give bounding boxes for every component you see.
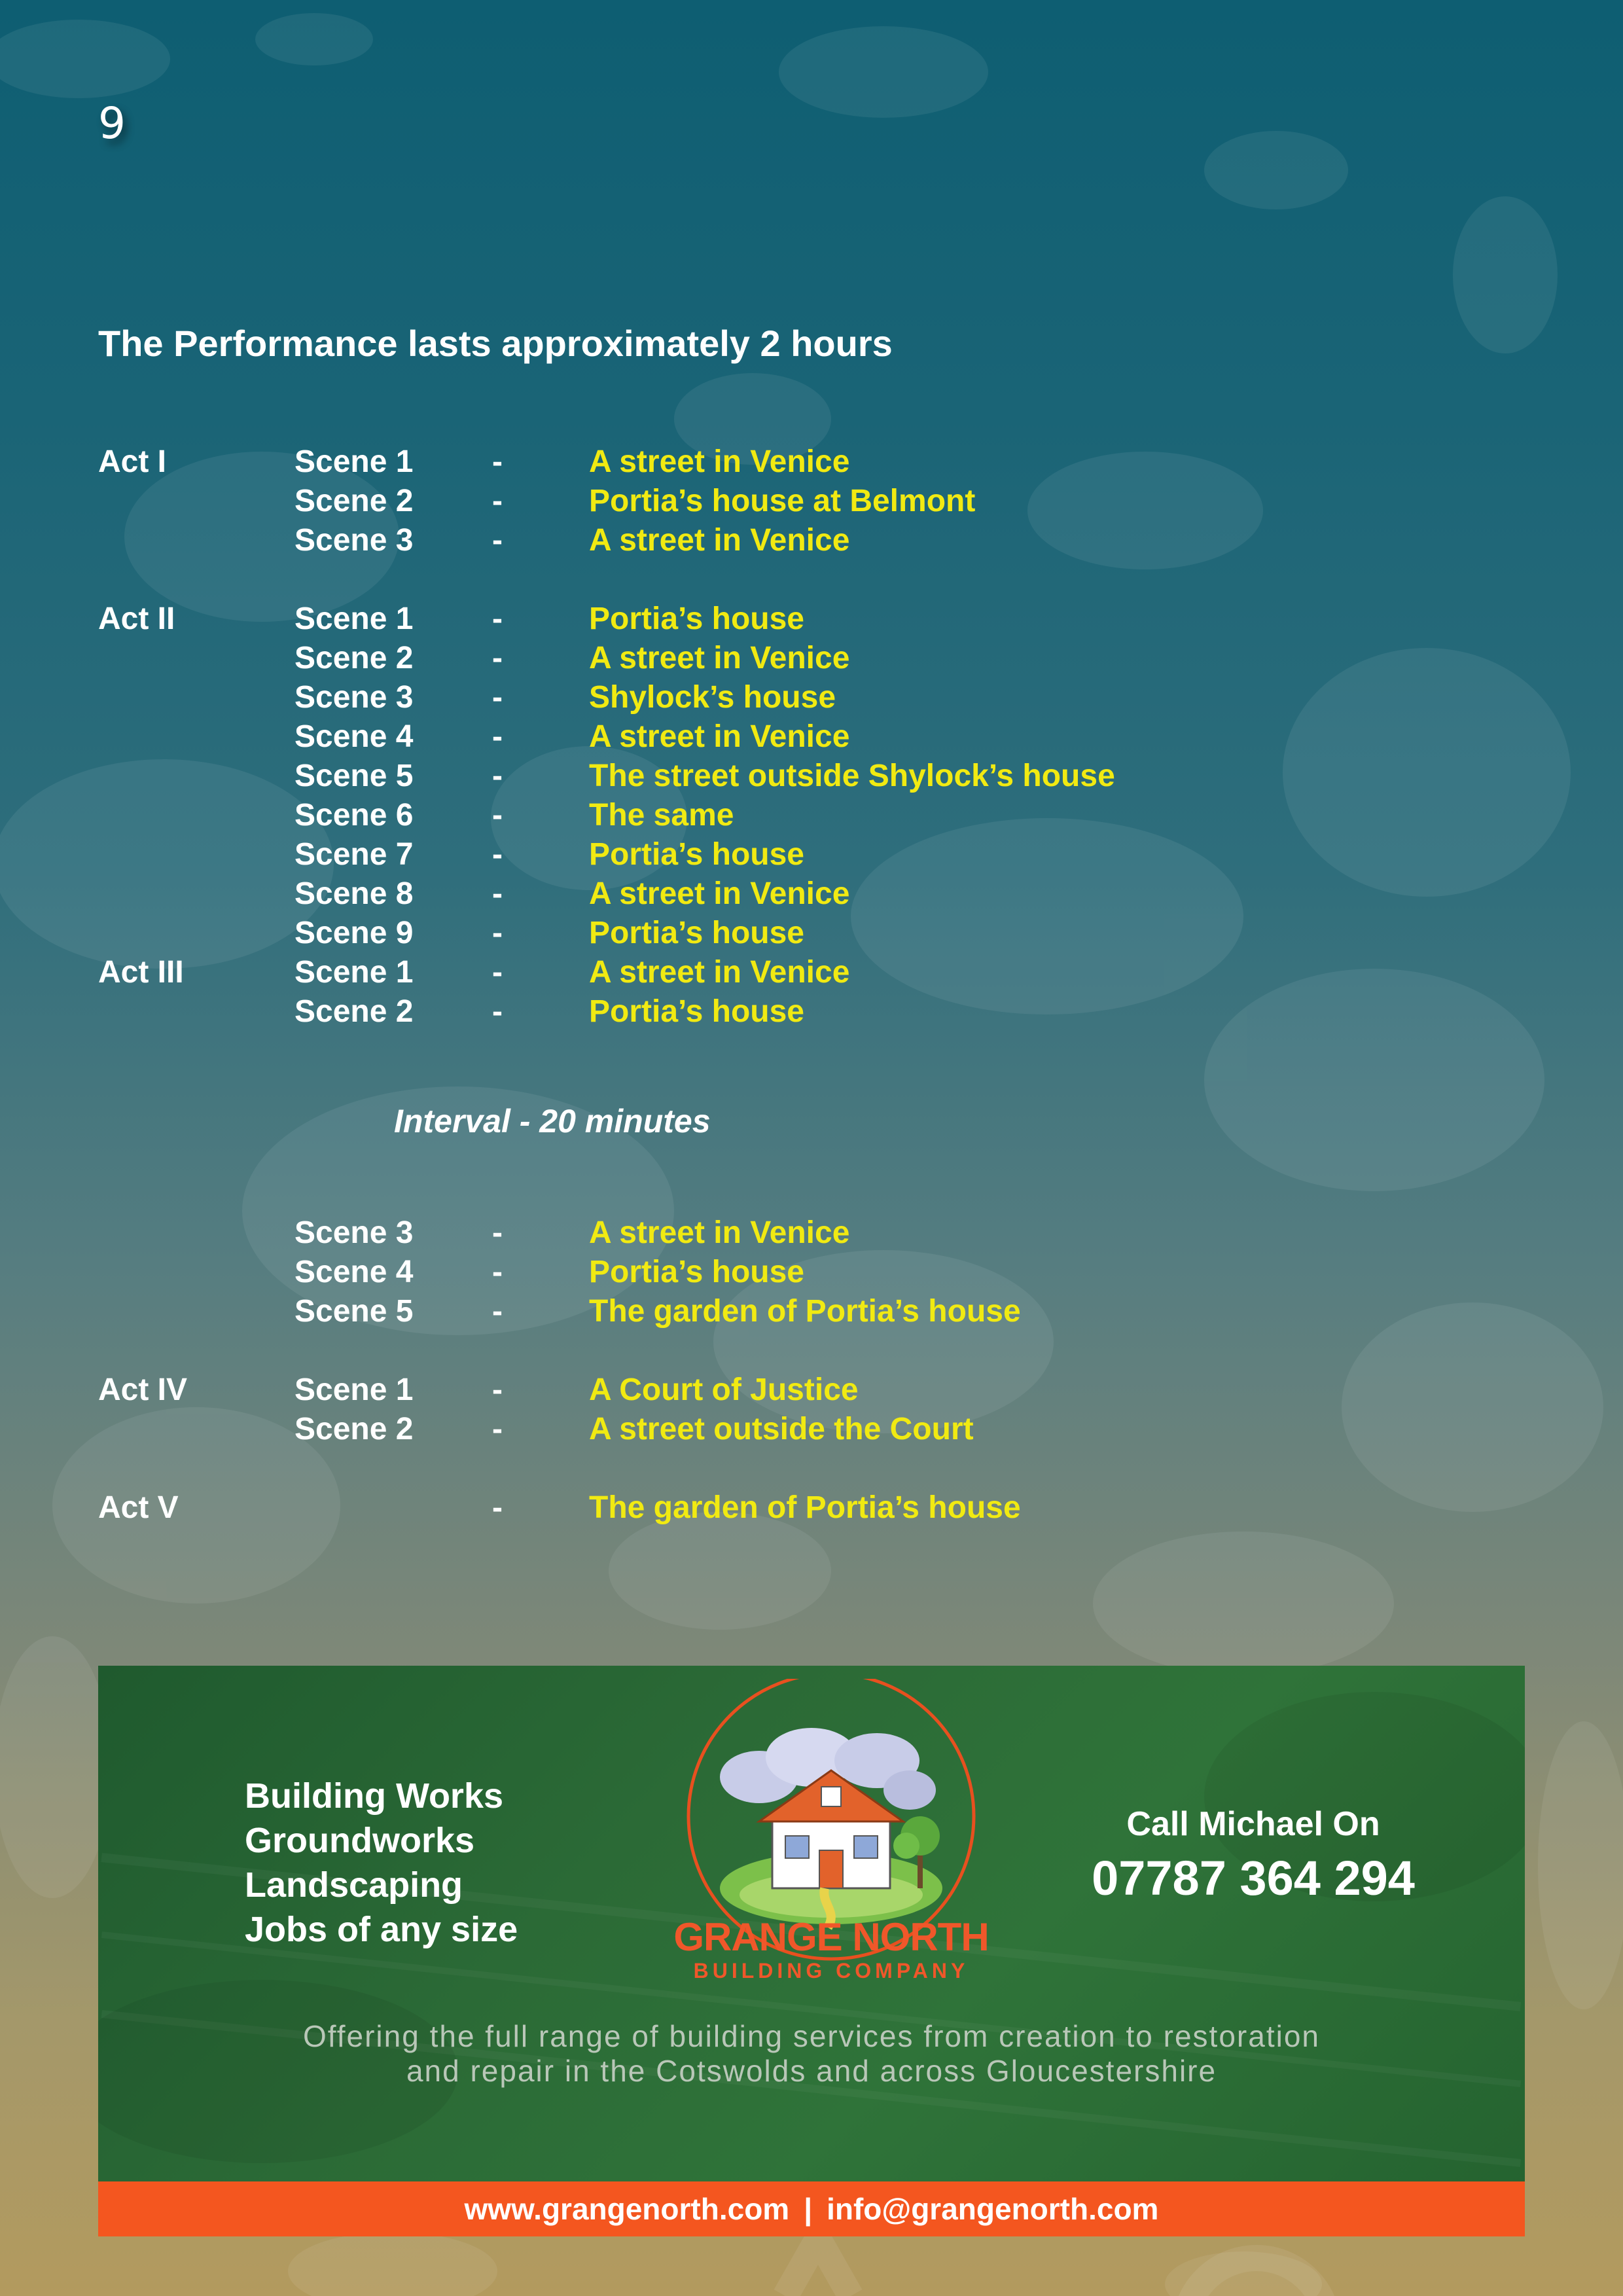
dash: -	[492, 680, 503, 715]
scene-label: Scene 5	[294, 759, 414, 793]
schedule-row	[0, 639, 1309, 678]
scene-label: Scene 4	[294, 719, 414, 754]
dash: -	[492, 601, 503, 636]
scene-label: Scene 8	[294, 876, 414, 911]
email-link[interactable]: info@grangenorth.com	[827, 2192, 1159, 2226]
scene-setting: Portia’s house	[589, 837, 804, 872]
dash: -	[492, 798, 503, 833]
scene-setting: A street in Venice	[589, 523, 850, 558]
scene-setting: A Court of Justice	[589, 1372, 859, 1407]
service-item: Building Works	[245, 1776, 504, 1816]
scene-label: Scene 2	[294, 1412, 414, 1446]
dash: -	[492, 1490, 503, 1525]
scene-setting: A street in Venice	[589, 719, 850, 754]
schedule-row	[0, 835, 1309, 874]
service-item: Landscaping	[245, 1865, 463, 1905]
dash: -	[492, 1255, 503, 1289]
service-item: Jobs of any size	[245, 1910, 518, 1949]
scene-setting: A street in Venice	[589, 876, 850, 911]
schedule-row	[0, 482, 1309, 521]
dash: -	[492, 1372, 503, 1407]
dash: -	[492, 484, 503, 518]
schedule-row	[0, 914, 1309, 953]
scene-label: Scene 2	[294, 641, 414, 675]
scene-label: Scene 1	[294, 444, 414, 479]
scene-setting: Portia’s house	[589, 601, 804, 636]
scene-setting: The garden of Portia’s house	[589, 1294, 1021, 1329]
service-item: Groundworks	[245, 1821, 475, 1860]
dash: -	[492, 1215, 503, 1250]
scene-label: Scene 5	[294, 1294, 414, 1329]
scene-label: Scene 1	[294, 955, 414, 990]
scene-label: Scene 1	[294, 601, 414, 636]
schedule-row	[0, 678, 1309, 717]
dash: -	[492, 994, 503, 1029]
scene-label: Scene 4	[294, 1255, 414, 1289]
dash: -	[492, 1294, 503, 1329]
schedule-row	[0, 1371, 1309, 1410]
call-label: Call Michael On	[1126, 1805, 1380, 1843]
interval-note: Interval - 20 minutes	[394, 1103, 711, 1139]
schedule-row	[0, 953, 1309, 992]
scene-setting: A street in Venice	[589, 444, 850, 479]
act-label: Act V	[98, 1490, 179, 1525]
dash: -	[492, 444, 503, 479]
services-list	[245, 1774, 518, 1952]
scene-setting: A street in Venice	[589, 641, 850, 675]
schedule-row	[0, 874, 1309, 914]
scene-label: Scene 3	[294, 680, 414, 715]
scene-label: Scene 9	[294, 916, 414, 950]
separator: |	[804, 2192, 813, 2226]
schedule-row	[0, 992, 1309, 1031]
page-number: 9	[98, 98, 126, 149]
schedule-row	[0, 600, 1309, 639]
scene-label: Scene 3	[294, 523, 414, 558]
scene-label: Scene 3	[294, 1215, 414, 1250]
schedule-row	[0, 1410, 1309, 1449]
scene-setting: Portia’s house	[589, 916, 804, 950]
scene-label: Scene 1	[294, 1372, 414, 1407]
scene-label: Scene 7	[294, 837, 414, 872]
scene-setting: The same	[589, 798, 734, 833]
scene-setting: A street in Venice	[589, 1215, 850, 1250]
dash: -	[492, 837, 503, 872]
schedule-row	[0, 1292, 1309, 1331]
brand-name: GRANGE NORTH	[673, 1915, 989, 1959]
scene-label: Scene 2	[294, 994, 414, 1029]
scene-label: Scene 2	[294, 484, 414, 518]
schedule-row	[0, 757, 1309, 796]
phone-number[interactable]: 07787 364 294	[1092, 1851, 1415, 1905]
scene-setting: The garden of Portia’s house	[589, 1490, 1021, 1525]
act-label: Act II	[98, 601, 175, 636]
schedule-row	[0, 521, 1309, 560]
schedule-row	[0, 796, 1309, 835]
dash: -	[492, 1412, 503, 1446]
dash: -	[492, 641, 503, 675]
scene-setting: Portia’s house	[589, 1255, 804, 1289]
brand-subtitle: BUILDING COMPANY	[693, 1959, 969, 1982]
scene-setting: The street outside Shylock’s house	[589, 759, 1115, 793]
dash: -	[492, 876, 503, 911]
scene-label: Scene 6	[294, 798, 414, 833]
ad-description: Offering the full range of building services from creation to restoration and repair in the Cotswolds and across Gloucestershire	[303, 2019, 1320, 2088]
act-label: Act III	[98, 955, 184, 990]
scene-setting: A street in Venice	[589, 955, 850, 990]
scene-setting: Portia’s house	[589, 994, 804, 1029]
ad-contact-bar	[98, 2181, 1525, 2236]
schedule-row	[0, 717, 1309, 757]
dash: -	[492, 916, 503, 950]
dash: -	[492, 523, 503, 558]
dash: -	[492, 759, 503, 793]
act-label: Act I	[98, 444, 167, 479]
scene-setting: A street outside the Court	[589, 1412, 974, 1446]
grange-north-advert	[98, 1666, 1525, 2236]
website-link[interactable]: www.grangenorth.com	[464, 2192, 790, 2226]
scene-setting: Portia’s house at Belmont	[589, 484, 976, 518]
schedule-row	[0, 1488, 1309, 1528]
dash: -	[492, 719, 503, 754]
act-label: Act IV	[98, 1372, 188, 1407]
schedule-row	[0, 1253, 1309, 1292]
schedule-row	[0, 442, 1309, 482]
performance-duration-heading: The Performance lasts approximately 2 hours	[98, 323, 893, 364]
scene-setting: Shylock’s house	[589, 680, 836, 715]
dash: -	[492, 955, 503, 990]
schedule-row	[0, 1213, 1309, 1253]
